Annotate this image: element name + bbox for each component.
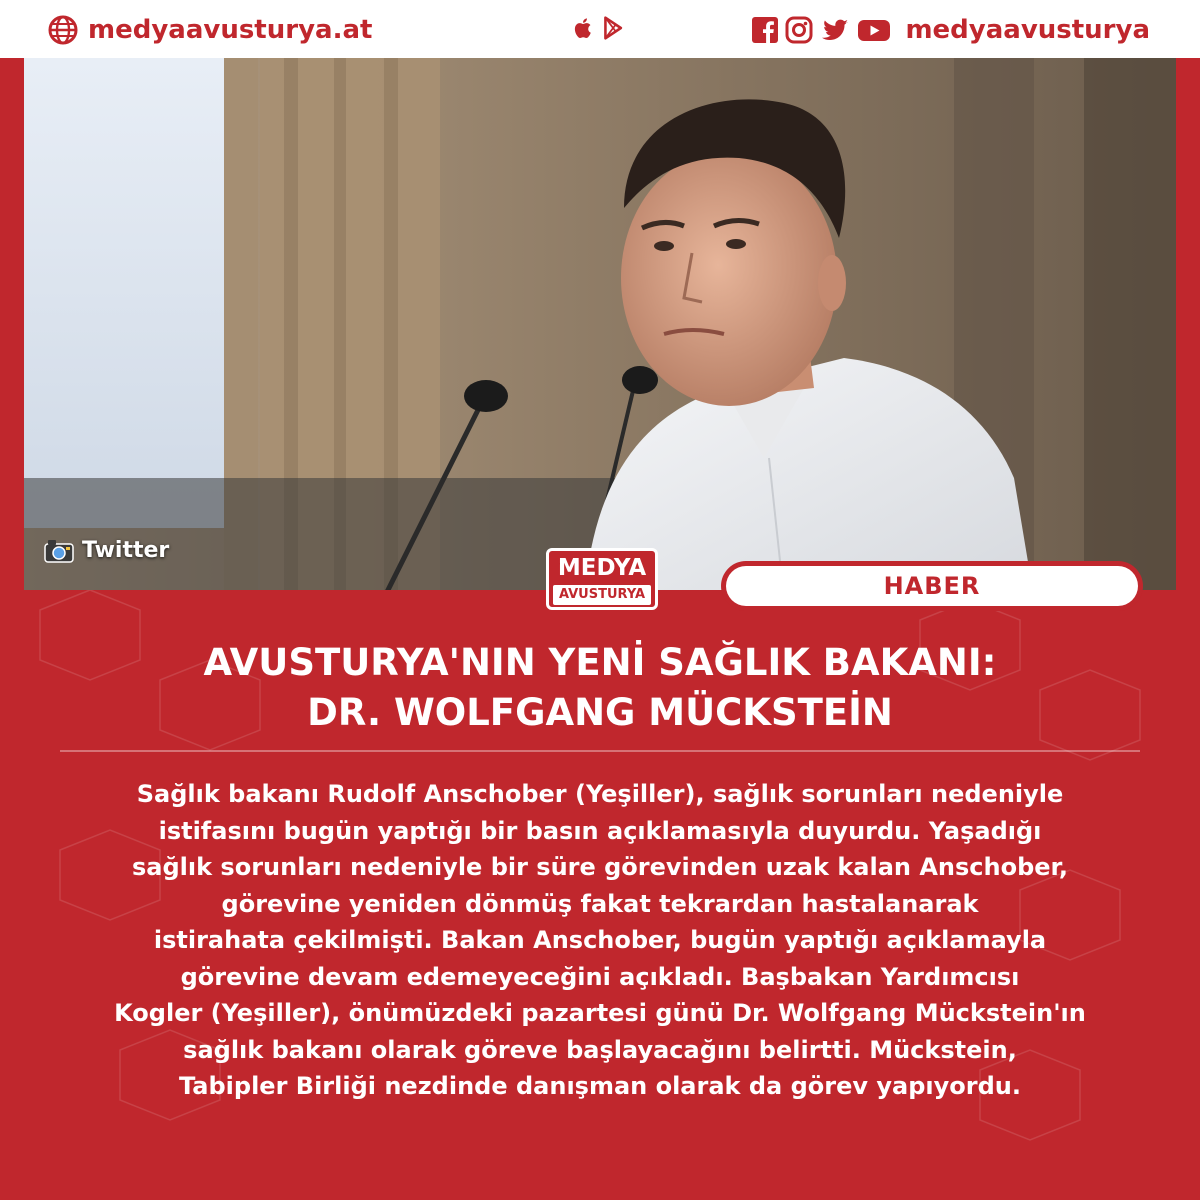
article-body	[58, 776, 1142, 1105]
headline-line1: AVUSTURYA'NIN YENİ SAĞLIK BAKANI:	[203, 641, 997, 684]
category-badge: HABER	[726, 566, 1138, 606]
body-line: sağlık sorunları nedeniyle bir süre görevinden uzak kalan Anschober,	[132, 853, 1068, 881]
apple-icon[interactable]	[572, 14, 596, 42]
body-line: Kogler (Yeşiller), önümüzdeki pazartesi günü Dr. Wolfgang Mückstein'ın	[114, 999, 1086, 1027]
instagram-icon[interactable]	[785, 16, 813, 44]
globe-icon	[48, 15, 78, 45]
headline-line2: DR. WOLFGANG MÜCKSTEİN	[307, 691, 893, 734]
website-text: medyaavusturya.at	[88, 15, 373, 45]
body-line: istifasını bugün yaptığı bir basın açıklamasıyla duyurdu. Yaşadığı	[158, 816, 1042, 845]
facebook-icon[interactable]	[751, 16, 779, 44]
medya-avusturya-logo	[546, 548, 658, 610]
body-line: sağlık bakanı olarak göreve başlayacağını belirtti. Mückstein,	[183, 1035, 1017, 1064]
youtube-icon[interactable]	[857, 16, 891, 44]
camera-icon	[44, 539, 74, 563]
google-play-icon[interactable]	[602, 14, 626, 42]
website-link[interactable]	[48, 10, 372, 50]
body-line: görevine devam edemeyeceğini açıkladı. Başbakan Yardımcısı	[180, 962, 1020, 991]
social-links	[751, 10, 1150, 50]
body-line: görevine yeniden dönmüş fakat tekrardan hastalanarak	[221, 889, 979, 918]
social-handle: medyaavusturya	[905, 15, 1150, 45]
body-line: Sağlık bakanı Rudolf Anschober (Yeşiller), sağlık sorunları nedeniyle	[136, 780, 1064, 808]
top-bar	[0, 0, 1200, 58]
photo-credit-text: Twitter	[82, 538, 170, 563]
twitter-icon[interactable]	[819, 16, 851, 44]
divider	[60, 750, 1140, 752]
news-photo	[24, 58, 1176, 598]
logo-line1: MEDYA	[557, 555, 647, 581]
body-line: istirahata çekilmişti. Bakan Anschober, bugün yaptığı açıklamayla	[153, 926, 1047, 954]
minister-photo-illustration	[24, 58, 1176, 598]
body-line: Tabipler Birliği nezdinde danışman olarak da görev yapıyordu.	[179, 1072, 1021, 1100]
headline	[60, 638, 1140, 738]
photo-credit	[44, 538, 169, 563]
logo-line2: AVUSTURYA	[553, 585, 651, 605]
app-store-links	[572, 14, 626, 42]
